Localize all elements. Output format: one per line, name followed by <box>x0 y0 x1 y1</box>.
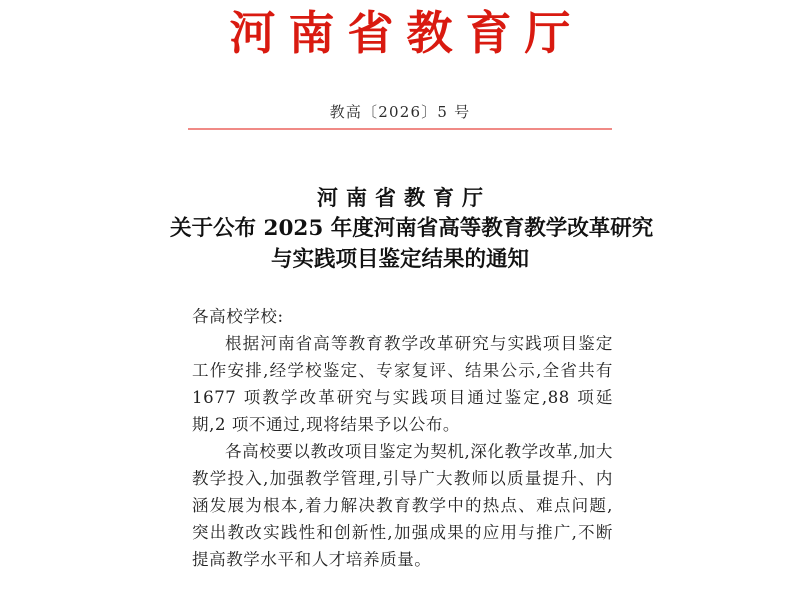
document-title-block <box>170 182 654 275</box>
title-issuing-organization: 河南省教育厅 <box>317 185 491 210</box>
document-number: 教高〔2026〕5 号 <box>329 103 471 121</box>
document-main-title <box>170 213 654 275</box>
document-body <box>192 303 613 573</box>
document-masthead <box>0 4 800 62</box>
masthead-organization-title: 河南省教育厅 <box>229 6 584 60</box>
red-separator-rule <box>188 128 612 130</box>
title-line-2: 与实践项目鉴定结果的通知 <box>270 247 529 272</box>
body-salutation: 各高校学校: <box>192 307 284 326</box>
body-paragraph-1: 根据河南省高等教育教学改革研究与实践项目鉴定工作安排,经学校鉴定、专家复评、结果公示,全省共有 1677 项教学改革研究与实践项目通过鉴定,88 项延期,2 项不通过,现将结果予以公布。 <box>192 334 613 434</box>
title-line-1: 关于公布 2025 年度河南省高等教育教学改革研究 <box>170 216 654 241</box>
body-paragraph-2: 各高校要以教改项目鉴定为契机,深化教学改革,加大教学投入,加强教学管理,引导广大教师以质量提升、内涵发展为根本,着力解决教育教学中的热点、难点问题,突出教改实践性和创新性,加强成果的应用与推广,不断提高教学水平和人才培养质量。 <box>192 442 613 569</box>
